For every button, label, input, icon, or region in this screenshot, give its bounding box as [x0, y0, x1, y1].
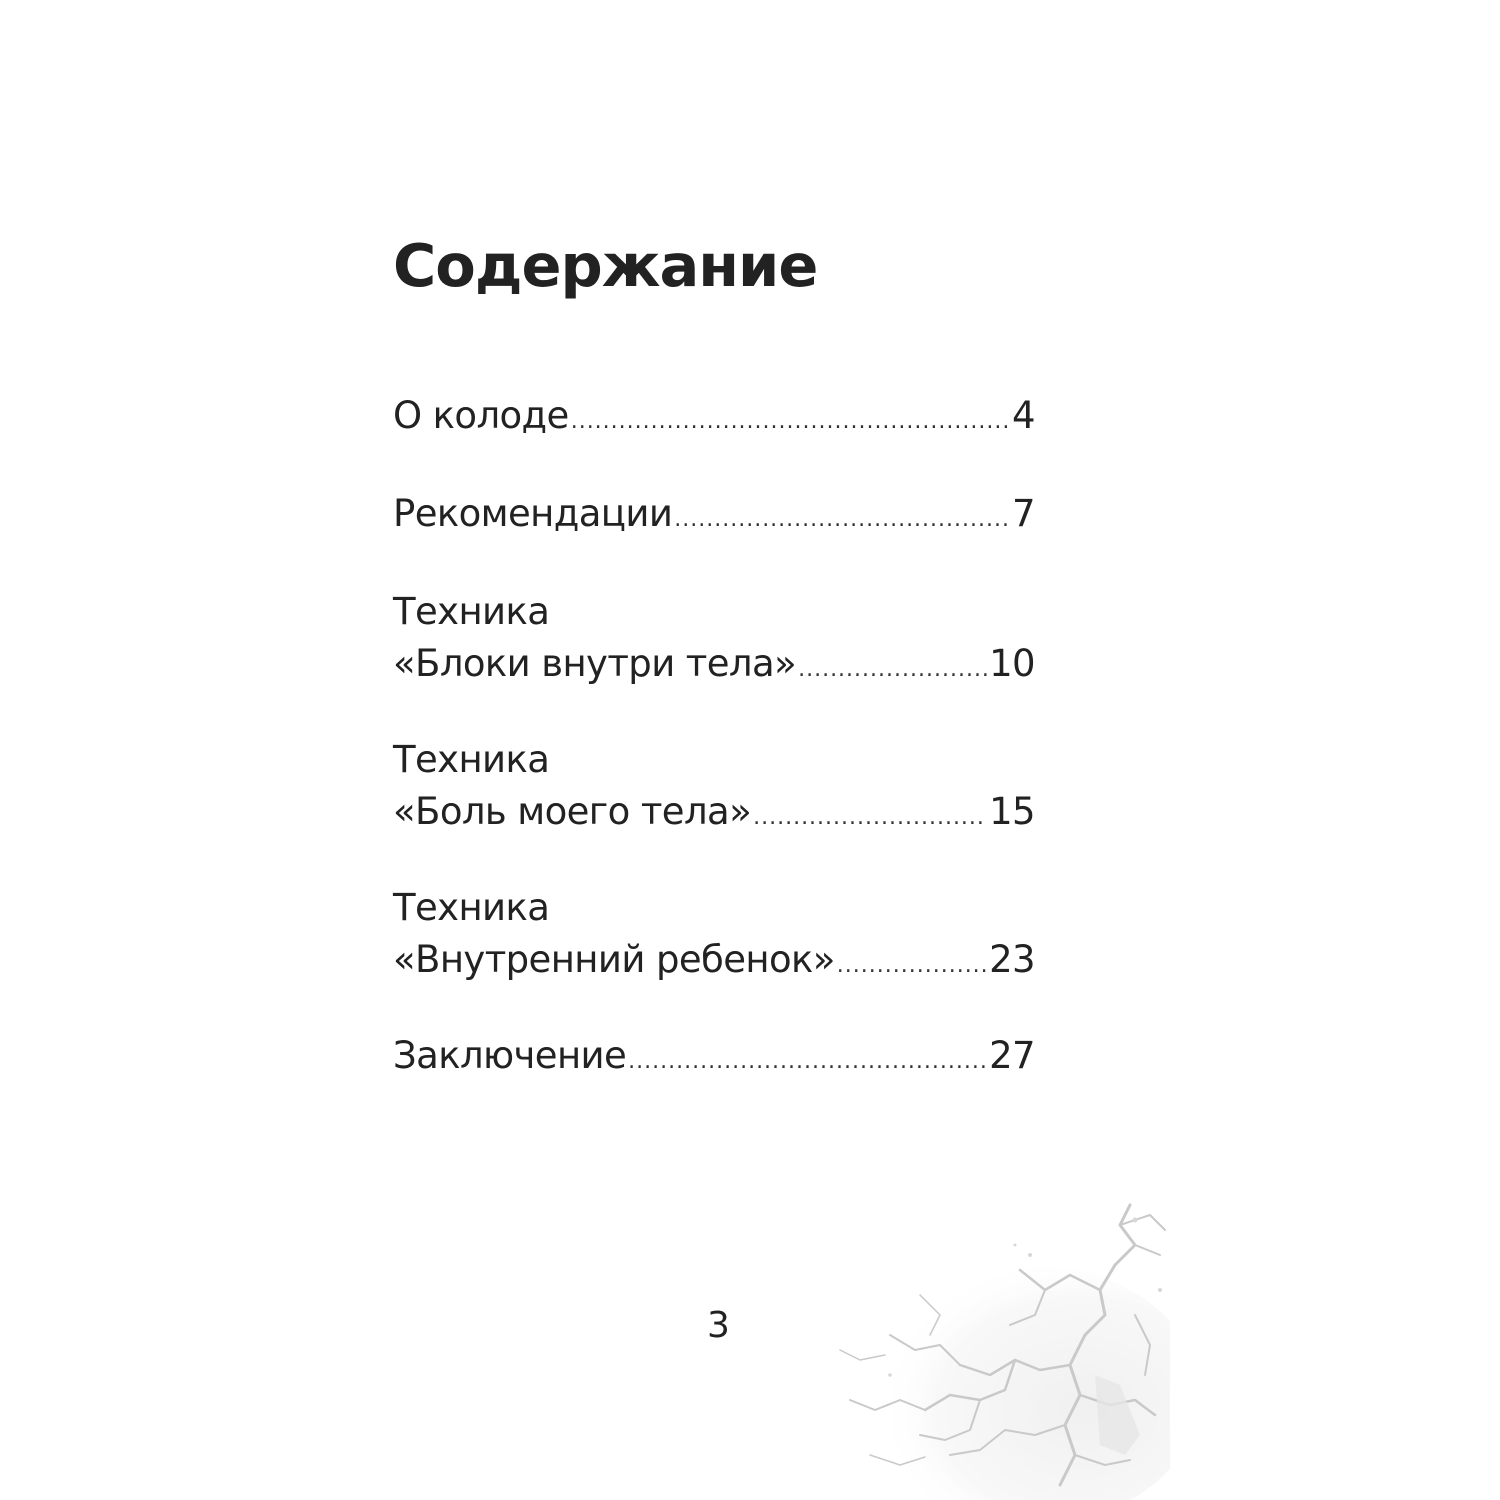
toc-entry-label: Рекомендации [393, 492, 673, 535]
toc-entry-subtitle: «Внутренний ребенок» [393, 938, 835, 981]
dot-leader [837, 940, 987, 992]
toc-entry-subtitle: «Боль моего тела» [393, 790, 752, 833]
toc-entry-page-number: 10 [989, 642, 1035, 685]
toc-entry-technique-blocks[interactable] [393, 586, 1035, 696]
toc-entry-label: Техника [393, 738, 550, 781]
toc-entry-conclusion[interactable] [393, 1030, 1035, 1088]
toc-entry-about-deck[interactable] [393, 390, 1035, 448]
page-title: Содержание [393, 231, 818, 300]
dot-leader [674, 494, 1010, 546]
page-number: 3 [707, 1305, 730, 1346]
toc-entry-technique-pain[interactable] [393, 734, 1035, 844]
toc-entry-page-number: 23 [989, 938, 1035, 981]
toc-entry-subtitle: «Блоки внутри тела» [393, 642, 797, 685]
toc-entry-label: О колоде [393, 394, 569, 437]
dot-leader [571, 396, 1010, 448]
toc-entry-label: Заключение [393, 1034, 627, 1077]
toc-entry-technique-inner-child[interactable] [393, 882, 1035, 992]
table-of-contents [393, 390, 1035, 1088]
toc-entry-page-number: 4 [1012, 394, 1035, 437]
toc-entry-recommendations[interactable] [393, 488, 1035, 546]
dot-leader [628, 1036, 987, 1088]
dot-leader [798, 644, 987, 696]
toc-entry-page-number: 27 [989, 1034, 1035, 1077]
toc-entry-page-number: 7 [1012, 492, 1035, 535]
toc-entry-label: Техника [393, 590, 550, 633]
dot-leader [753, 792, 987, 844]
toc-entry-label: Техника [393, 886, 550, 929]
cracked-stone-texture-icon [830, 1195, 1170, 1500]
toc-entry-page-number: 15 [989, 790, 1035, 833]
